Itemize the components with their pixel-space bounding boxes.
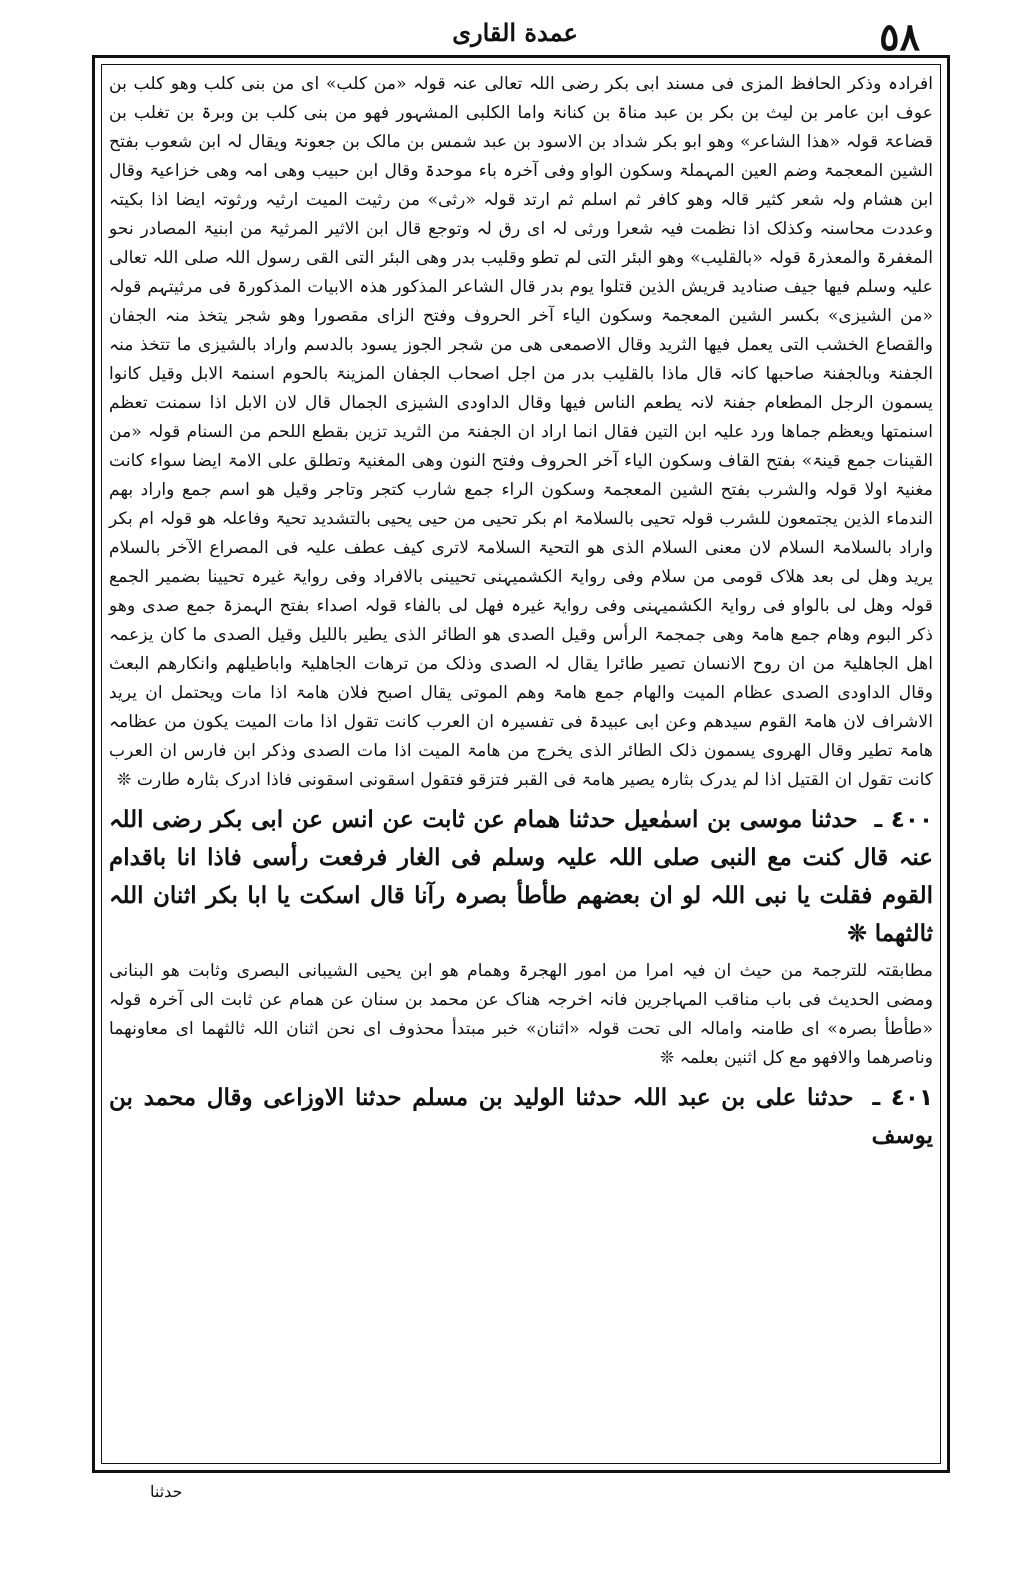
- hadith-400: [109, 801, 933, 953]
- commentary-paragraph-2: مطابقتہ للترجمۃ من حیث ان فیہ امرا من امور الھجرۃ وھمام ھو ابن یحیی الشیبانی البصری وثابت ھو البنانی ومضی الحدیث فی باب مناقب المہاجرین فانہ اخرجہ ھناک عن محمد بن سنان عن ھمام عن ثابت الی آخرہ قولہ «طأطأ بصرہ» ای طامنہ وامالہ الی تحت قولہ «اثنان» خبر مبتدأ محذوف ای نحن اثنان اللہ ثالثھما ای معاونھما وناصرھما والافھو مع کل اثنین بعلمہ ❊: [109, 961, 933, 1068]
- page-frame: [92, 55, 950, 1473]
- hadith-401: [109, 1079, 933, 1155]
- page-header: [90, 8, 940, 59]
- running-title: عمدة القاری: [452, 18, 578, 47]
- catchword: حدثنا: [150, 1482, 183, 1501]
- hadith-number-401: ٤٠١ ـ: [872, 1085, 933, 1111]
- hadith-400-text: حدثنا موسی بن اسمٰعیل حدثنا ھمام عن ثابت عن انس عن ابی بکر رضی اللہ عنہ قال کنت مع النبی صلی اللہ علیہ وسلم فی الغار فرفعت رأسی فاذا انا باقدام القوم فقلت یا نبی اللہ لو ان بعضھم طأطأ بصرہ رآنا قال اسکت یا ابا بکر اثنان اللہ ثالثھما ❊: [109, 806, 933, 947]
- text-block: [109, 70, 933, 1460]
- page-number: ٥٨: [879, 14, 920, 59]
- hadith-401-text: حدثنا علی بن عبد اللہ حدثنا الولید بن مسلم حدثنا الاوزاعی وقال محمد بن یوسف: [109, 1084, 933, 1149]
- commentary-paragraph-1: افرادہ وذکر الحافظ المزی فی مسند ابی بکر رضی اللہ تعالی عنہ قولہ «من کلب» ای من بنی کلب وھو کلب بن عوف ابن عامر بن لیث بن بکر بن عبد مناۃ بن کنانۃ واما الکلبی المشہور فھو من بنی کلب بن وبرۃ بن تغلب بن قضاعۃ قولہ «ھذا الشاعر» وھو ابو بکر شداد بن الاسود بن عبد شمس بن مالک بن جعونۃ ویقال لہ ابن شعوب بفتح الشین المعجمۃ وضم العین المہملۃ وسکون الواو وفی آخرہ باء موحدۃ وقال ابن حبیب وھی امہ وھی خزاعیۃ وقال ابن ھشام ولہ شعر کثیر قالہ وھو کافر ثم اسلم ثم ارتد قولہ «رثی» من رثیت المیت ارثیہ ورثوتہ ایضا اذا بکیتہ وعددت محاسنہ وکذلک اذا نظمت فیہ شعرا ورثی لہ ای رق لہ وتوجع قال ابن الاثیر المرثیۃ من ابنیۃ المصادر نحو المغفرۃ والمعذرۃ قولہ «بالقلیب» وھو البئر التی لم تطو وقلیب بدر وھی البئر التی القی رسول اللہ صلی اللہ تعالی علیہ وسلم فیھا جیف صنادید قریش الذین قتلوا یوم بدر قال الشاعر المذکور ھذہ الابیات المذکورۃ فی مرثیتہم قولہ «من الشیزی» بکسر الشین المعجمۃ وسکون الیاء آخر الحروف وفتح الزای مقصورا وھو شجر یتخذ منہ الجفان والقصاع الخشب التی یعمل فیھا الثرید وقال الاصمعی ھی من شجر الجوز یسود بالدسم واراد بالشیزی ما تتخذ منہ الجفنۃ وبالجفنۃ صاحبھا کانہ قال ماذا بالقلیب بدر من اجل اصحاب الجفان المزینۃ بالحوم اسنمۃ الابل وقیل کانوا یسمون الرجل المطعام جفنۃ لانہ یطعم الناس فیھا وقال الداودی الشیزی الجمال قال لان الابل اذا سمنت تعظم اسنمتھا ویعظم جماھا ورد علیہ ابن التین فقال انما اراد ان الجفنۃ من الثرید تزین بقطع اللحم من السنام قولہ «من القینات جمع قینۃ» بفتح القاف وسکون الیاء آخر الحروف وفتح النون وھی المغنیۃ وتطلق علی الامۃ ایضا سواء کانت مغنیۃ اولا قولہ والشرب بفتح الشین المعجمۃ وسکون الراء جمع شارب کتجر وتاجر وقیل ھو اسم جمع واراد بھم الندماء الذین یجتمعون للشرب قولہ تحیی بالسلامۃ ام بکر تحیی من حیی یحیی بالتشدید تحیۃ وفاعلہ ھو قولہ ام بکر واراد بالسلامۃ السلام لان معنی السلام الذی ھو التحیۃ السلامۃ لاتری کیف عطف علیہ فی المصراع الآخر بالسلام یرید وھل لی بعد ھلاک قومی من سلام وفی روایۃ الکشمیہنی تحیینی بالافراد وفی روایۃ غیرہ تحیینا بضمیر الجمع قولہ وھل لی بالواو فی روایۃ الکشمیہنی وفی روایۃ غیرہ فھل لی بالفاء قولہ اصداء بفتح الہمزۃ جمع صدی وھو ذکر البوم وھام جمع ھامۃ وھی جمجمۃ الرأس وقیل الصدی ھو الطائر الذی یطیر باللیل وقیل الصدی ما کان یزعمہ اھل الجاھلیۃ من ان روح الانسان تصیر طائرا یقال لہ الصدی وذلک من ترھات الجاھلیۃ واباطیلھم وانکارھم البعث وقال الداودی الصدی عظام المیت والھام جمع ھامۃ وھم الموتی یقال اصبح فلان ھامۃ اذا مات ویحتمل ان یرید الاشراف لان ھامۃ القوم سیدھم وعن ابی عبیدۃ فی تفسیرہ ان العرب کانت تقول اذا مات المیت یکون من عظامہ ھامۃ تطیر وقال الھروی یسمون ذلک الطائر الذی یخرج من ھامۃ المیت اذا مات الصدی وذکر ابن فارس ان العرب کانت تقول ان القتیل اذا لم یدرک بثارہ یصیر ھامۃ فی القبر فتزقو فتقول اسقونی اسقونی فاذا ادرک بثارہ طارت ❊: [109, 74, 934, 790]
- hadith-number-400: ٤٠٠ ـ: [874, 807, 934, 833]
